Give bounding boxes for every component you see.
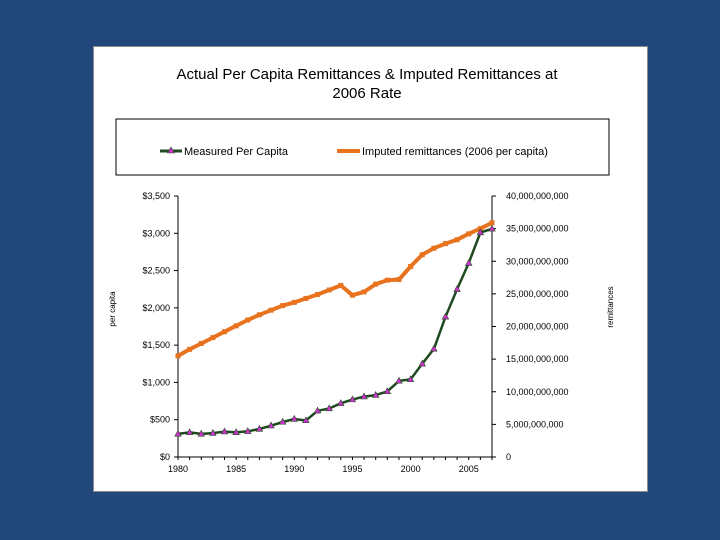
point-imputed [303, 296, 308, 301]
y-axis-left-title: per capita [108, 291, 117, 327]
y-left-tick-label: $1,000 [142, 377, 170, 388]
y-left-tick-label: $500 [149, 414, 170, 425]
y-left-tick-label: $3,000 [142, 228, 170, 239]
point-imputed [338, 283, 343, 288]
point-imputed [234, 323, 239, 328]
y-right-tick-label: 30,000,000,000 [506, 256, 569, 267]
x-tick-label: 2005 [458, 464, 479, 474]
point-imputed [245, 317, 250, 322]
point-imputed [222, 329, 227, 334]
point-imputed [269, 308, 274, 313]
y-right-tick-label: 5,000,000,000 [506, 419, 564, 430]
point-imputed [176, 353, 181, 358]
chart-panel [93, 46, 648, 492]
point-imputed [455, 237, 460, 242]
y-left-tick-label: $3,500 [142, 191, 170, 201]
point-imputed [187, 347, 192, 352]
y-left-tick-label: $1,500 [142, 340, 170, 351]
point-imputed [199, 341, 204, 346]
point-imputed [443, 241, 448, 246]
point-imputed [431, 246, 436, 251]
point-imputed [327, 287, 332, 292]
point-imputed [257, 312, 262, 317]
y-right-tick-label: 40,000,000,000 [506, 191, 569, 201]
series-layer [175, 220, 495, 436]
point-imputed [292, 300, 297, 305]
y-right-tick-label: 15,000,000,000 [506, 354, 569, 365]
y-right-tick-label: 10,000,000,000 [506, 386, 569, 397]
y-right-tick-label: 20,000,000,000 [506, 321, 569, 332]
x-tick-label: 1990 [284, 464, 305, 474]
point-imputed [385, 278, 390, 283]
point-imputed [210, 335, 215, 340]
point-imputed [373, 282, 378, 287]
y-right-tick-label: 0 [506, 452, 512, 462]
legend-label-imputed: Imputed remittances (2006 per capita) [362, 146, 548, 158]
x-tick-label: 1985 [226, 464, 247, 474]
y-left-tick-label: $2,000 [142, 302, 170, 313]
axes-layer [142, 191, 568, 474]
point-imputed [490, 220, 495, 225]
point-imputed [396, 277, 401, 282]
point-imputed [362, 289, 367, 294]
x-tick-label: 1980 [167, 464, 189, 474]
point-imputed [280, 303, 285, 308]
point-imputed [350, 293, 355, 298]
point-imputed [408, 264, 413, 269]
y-left-tick-label: $0 [159, 452, 170, 462]
y-right-tick-label: 35,000,000,000 [506, 223, 569, 234]
chart-svg [94, 47, 649, 493]
x-tick-label: 1995 [342, 464, 363, 474]
chart-title-line-2: 2006 Rate [332, 85, 402, 102]
y-left-tick-label: $2,500 [142, 265, 170, 276]
point-imputed [420, 252, 425, 257]
y-right-tick-label: 25,000,000,000 [506, 288, 569, 299]
point-imputed [315, 292, 320, 297]
x-tick-label: 2000 [400, 464, 421, 474]
y-axis-right-title: remittances [606, 286, 615, 328]
point-imputed [466, 231, 471, 236]
chart-title-line-1: Actual Per Capita Remittances & Imputed Remittances at [176, 66, 558, 83]
legend-label-measured: Measured Per Capita [184, 146, 288, 158]
